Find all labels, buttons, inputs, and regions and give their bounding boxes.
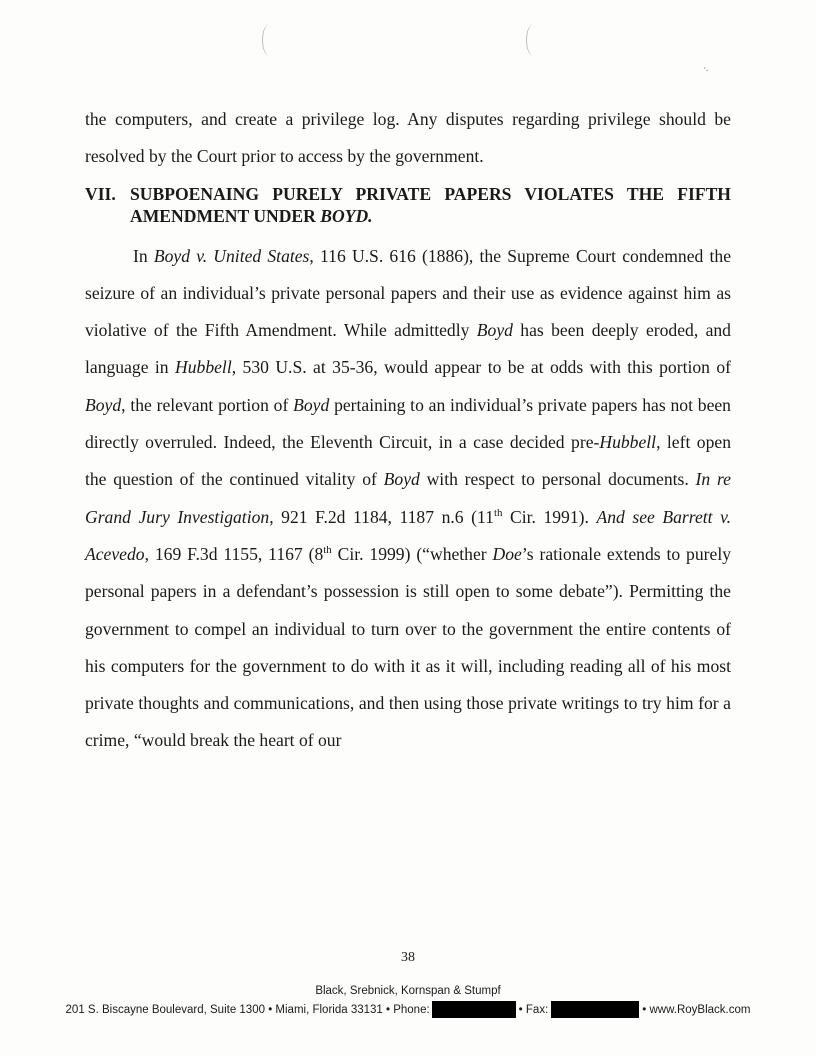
redaction-fax [551,1001,639,1018]
text-run: , 116 U.S. 616 (1886), the Supreme Court condemned the seizure of an individual’s private personal papers and their use as evidence against him as violative of the Fifth Amendment. While admittedly [85,245,731,341]
scan-artifact-mark [526,24,541,56]
text-run: with respect to personal documents. [419,469,696,490]
italic-citation: Boyd v. United States [153,245,310,266]
text-run: , 530 U.S. at 35-36, would appear to be at odds with this portion of [231,357,732,378]
text-run: Cir. 1991). [502,506,597,527]
section-title-text: SUBPOENAING PURELY PRIVATE PAPERS VIOLATES THE FIFTH AMENDMENT UNDER [130,183,731,226]
italic-citation: Boyd [293,394,330,415]
section-heading [85,183,731,227]
text-run: ’s rationale extends to purely personal papers in a defendant’s possession is still open to some debate”). Permitting the government to compel an individual to turn over to the government the entire contents of his computers for the government to do with it as it will, including reading all of his most private thoughts and communications, and then using those private writings to try him for a crime, “would break the heart of our [85,543,731,751]
text-run: the computers, and create a privilege log. Any disputes regarding privilege should be resolved by the Court prior to access by the government. [85,109,731,167]
italic-citation: Hubbell [599,432,657,453]
text-run: , 169 F.3d 1155, 1167 (8 [144,543,324,564]
redaction-phone [432,1001,516,1018]
superscript-text: th [323,544,332,557]
text-run: , left open the question of the continued vitality of [85,432,731,490]
text-run: In [133,245,154,266]
paragraph-boyd [85,238,731,760]
text-run: pertaining to an individual’s private papers has not been directly overruled. Indeed, the Eleventh Circuit, in a case decided pre- [85,394,731,453]
footer-fax-label: • Fax: [518,1003,549,1016]
italic-citation: Boyd [476,320,513,341]
document-body [85,101,731,760]
page-number: 38 [401,950,415,965]
paragraph-continued [85,101,731,176]
text-run: Cir. 1999) (“whether [331,543,493,564]
superscript-text: th [493,506,503,519]
italic-citation: Boyd [383,469,420,490]
scan-artifact-mark [262,24,277,56]
section-title-case: BOYD. [320,205,373,226]
footer-firm-name: Black, Srebnick, Kornspan & Stumpf [315,985,501,997]
italic-citation: And see Barrett v. Acevedo [85,506,731,564]
section-number: VII. [85,183,116,204]
italic-citation: Hubbell [175,357,232,378]
scan-speck: ·. [703,63,709,73]
italic-citation: Boyd [85,394,122,415]
footer-address-line [0,1001,816,1018]
italic-citation: Doe [492,543,522,564]
text-run: , 921 F.2d 1184, 1187 n.6 (11 [269,506,494,527]
footer-address: 201 S. Biscayne Boulevard, Suite 1300 • Miami, Florida 33131 • Phone: [65,1003,430,1016]
section-title [130,183,731,227]
italic-citation: In re Grand Jury Investigation [85,469,731,527]
text-run: , the relevant portion of [121,394,294,415]
text-run: has been deeply eroded, and language in [85,320,731,378]
footer-website: • www.RoyBlack.com [642,1003,751,1016]
